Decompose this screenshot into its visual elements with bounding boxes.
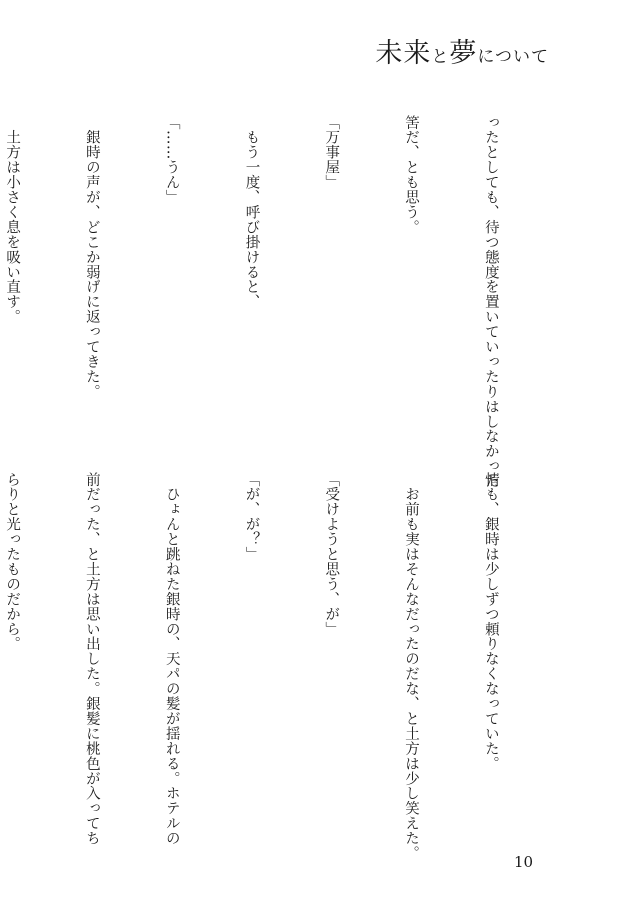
text-line: 前だった、と土方は思い出した。銀髪に桃色が入ってち xyxy=(83,472,100,846)
text-line: 筈だ、とも思う。 xyxy=(403,115,420,235)
text-line: 情も、銀時は少しずつ頼りなくなっていた。 xyxy=(482,472,499,771)
text-line: 土方は小さく息を吸い直す。 xyxy=(4,115,21,325)
title-dream: 夢 xyxy=(449,38,478,69)
chapter-title xyxy=(375,40,549,67)
text-line: らりと光ったものだから。 xyxy=(4,472,21,652)
title-particle: と xyxy=(431,47,450,67)
text-block-upper xyxy=(4,115,557,489)
title-suffix: について xyxy=(477,47,549,67)
text-line: もう一度、呼び掛けると、 xyxy=(243,115,260,310)
text-line: 銀時の声が、どこか弱げに返ってきた。 xyxy=(83,115,100,400)
text-line: ったとしても、待つ態度を置いていったりはしなかった xyxy=(482,115,499,489)
text-line: 「が、が？」 xyxy=(243,472,260,562)
text-block-lower xyxy=(4,472,557,861)
text-line: お前も実はそんなだったのだな、と土方は少し笑えた。 xyxy=(403,472,420,861)
text-line: 「……うん」 xyxy=(163,115,180,205)
text-line: 「受けようと思う、が」 xyxy=(323,472,340,637)
text-line: 「万事屋」 xyxy=(323,115,340,190)
title-main: 未来 xyxy=(375,38,432,69)
page-number: 10 xyxy=(514,853,534,871)
text-line: ひょんと跳ねた銀時の、天パの髪が揺れる。ホテルの xyxy=(163,472,180,846)
